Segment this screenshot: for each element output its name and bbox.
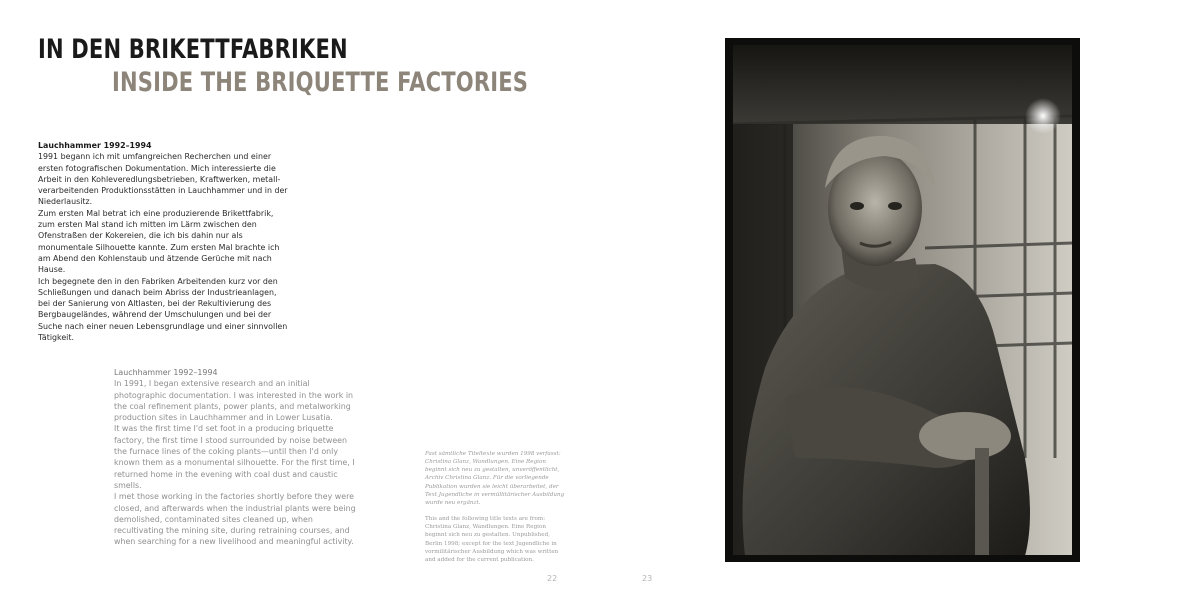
english-text-block [114,367,362,548]
worker-photograph [725,38,1080,562]
german-paragraph: Ich begegnete den in den Fabriken Arbeitenden kurz vor den Schließungen und danach beim Abriss der Industrieanlagen, bei der Sanierung von Altlasten, bei der Rekultivierung des Bergbaugeländes, während der Umschulungen und bei der Suche nach einer neuen Lebensgrundlage und einer sinnvollen Tätigkeit. [38,276,288,343]
worker-eye-left [850,202,864,210]
photo-illustration [725,38,1080,562]
worker-hands [919,412,1011,460]
source-footnotes [425,444,565,564]
english-paragraph: In 1991, I began extensive research and an initial photographic documentation. I was interested in the work in the coal refinement plants, power plants, and metalworking production sites in Lauchhammer and in Lower Lusatia. [114,379,354,423]
footnote-german: Fast sämtliche Titeltexte wurden 1998 verfasst: Christina Glanz, Wandlungen. Eine Region beginnt sich neu zu gestalten, unveröffentlicht, Archiv Christina Glanz. Für die vorliegende Publikation wurden sie leicht überarbeitet, der Text Jugendliche in vermüllitärischer Ausbildung wurde neu ergänzt. [425,450,565,507]
english-paragraph: It was the first time I'd set foot in a producing briquette factory, the first time I stood surrounded by noise between the furnace lines of the coking plants—until then I'd only known them as a monumental silhouette. For the first time, I returned home in the evening with coal dust and caustic smells. [114,424,355,490]
page-number-right: 23 [642,574,653,583]
tool-handle [975,448,989,556]
english-paragraph: I met those working in the factories shortly before they were closed, and afterwards when the industrial plants were being demolished, contaminated sites cleaned up, when recultivating the mining site, during retraining courses, and when searching for a new livelihood and meaningful activity. [114,492,356,547]
page-number-left: 22 [547,574,558,583]
ceiling-lamp [1025,98,1061,134]
german-paragraph: Zum ersten Mal betrat ich eine produzierende Brikettfabrik, zum ersten Mal stand ich mitten im Lärm zwischen den Ofenstraßen der Kokereien, die ich bis dahin nur als monumentale Silhouette kannte. Zum ersten Mal brachte ich am Abend den Kohlenstaub und ätzende Gerüche mit nach Hause. [38,208,280,275]
worker-eye-right [888,202,902,210]
title-english: INSIDE THE BRIQUETTE FACTORIES [112,67,529,98]
footnote-english: This and the following title texts are from: Christina Glanz, Wandlungen. Eine Region beginnt sich neu zu gestalten. Unpublished, Berlin 1998; except for the text Jugendliche in vormilitärischer Ausbildung which was written and added for the current publication. [425,515,559,564]
german-heading: Lauchhammer 1992–1994 [38,141,152,150]
title-german: IN DEN BRIKETTFABRIKEN [38,34,348,65]
german-paragraph: 1991 begann ich mit umfangreichen Recherchen und einer ersten fotografischen Dokumentation. Mich interessierte die Arbeit in den Kohleveredlungsbetrieben, Kraftwerken, metallverarbeitenden Produktionsstätten in Lauchhammer und in der Niederlausitz. [38,152,288,207]
german-text-block [38,140,288,343]
english-heading: Lauchhammer 1992–1994 [114,368,218,377]
factory-ceiling [733,44,1072,124]
